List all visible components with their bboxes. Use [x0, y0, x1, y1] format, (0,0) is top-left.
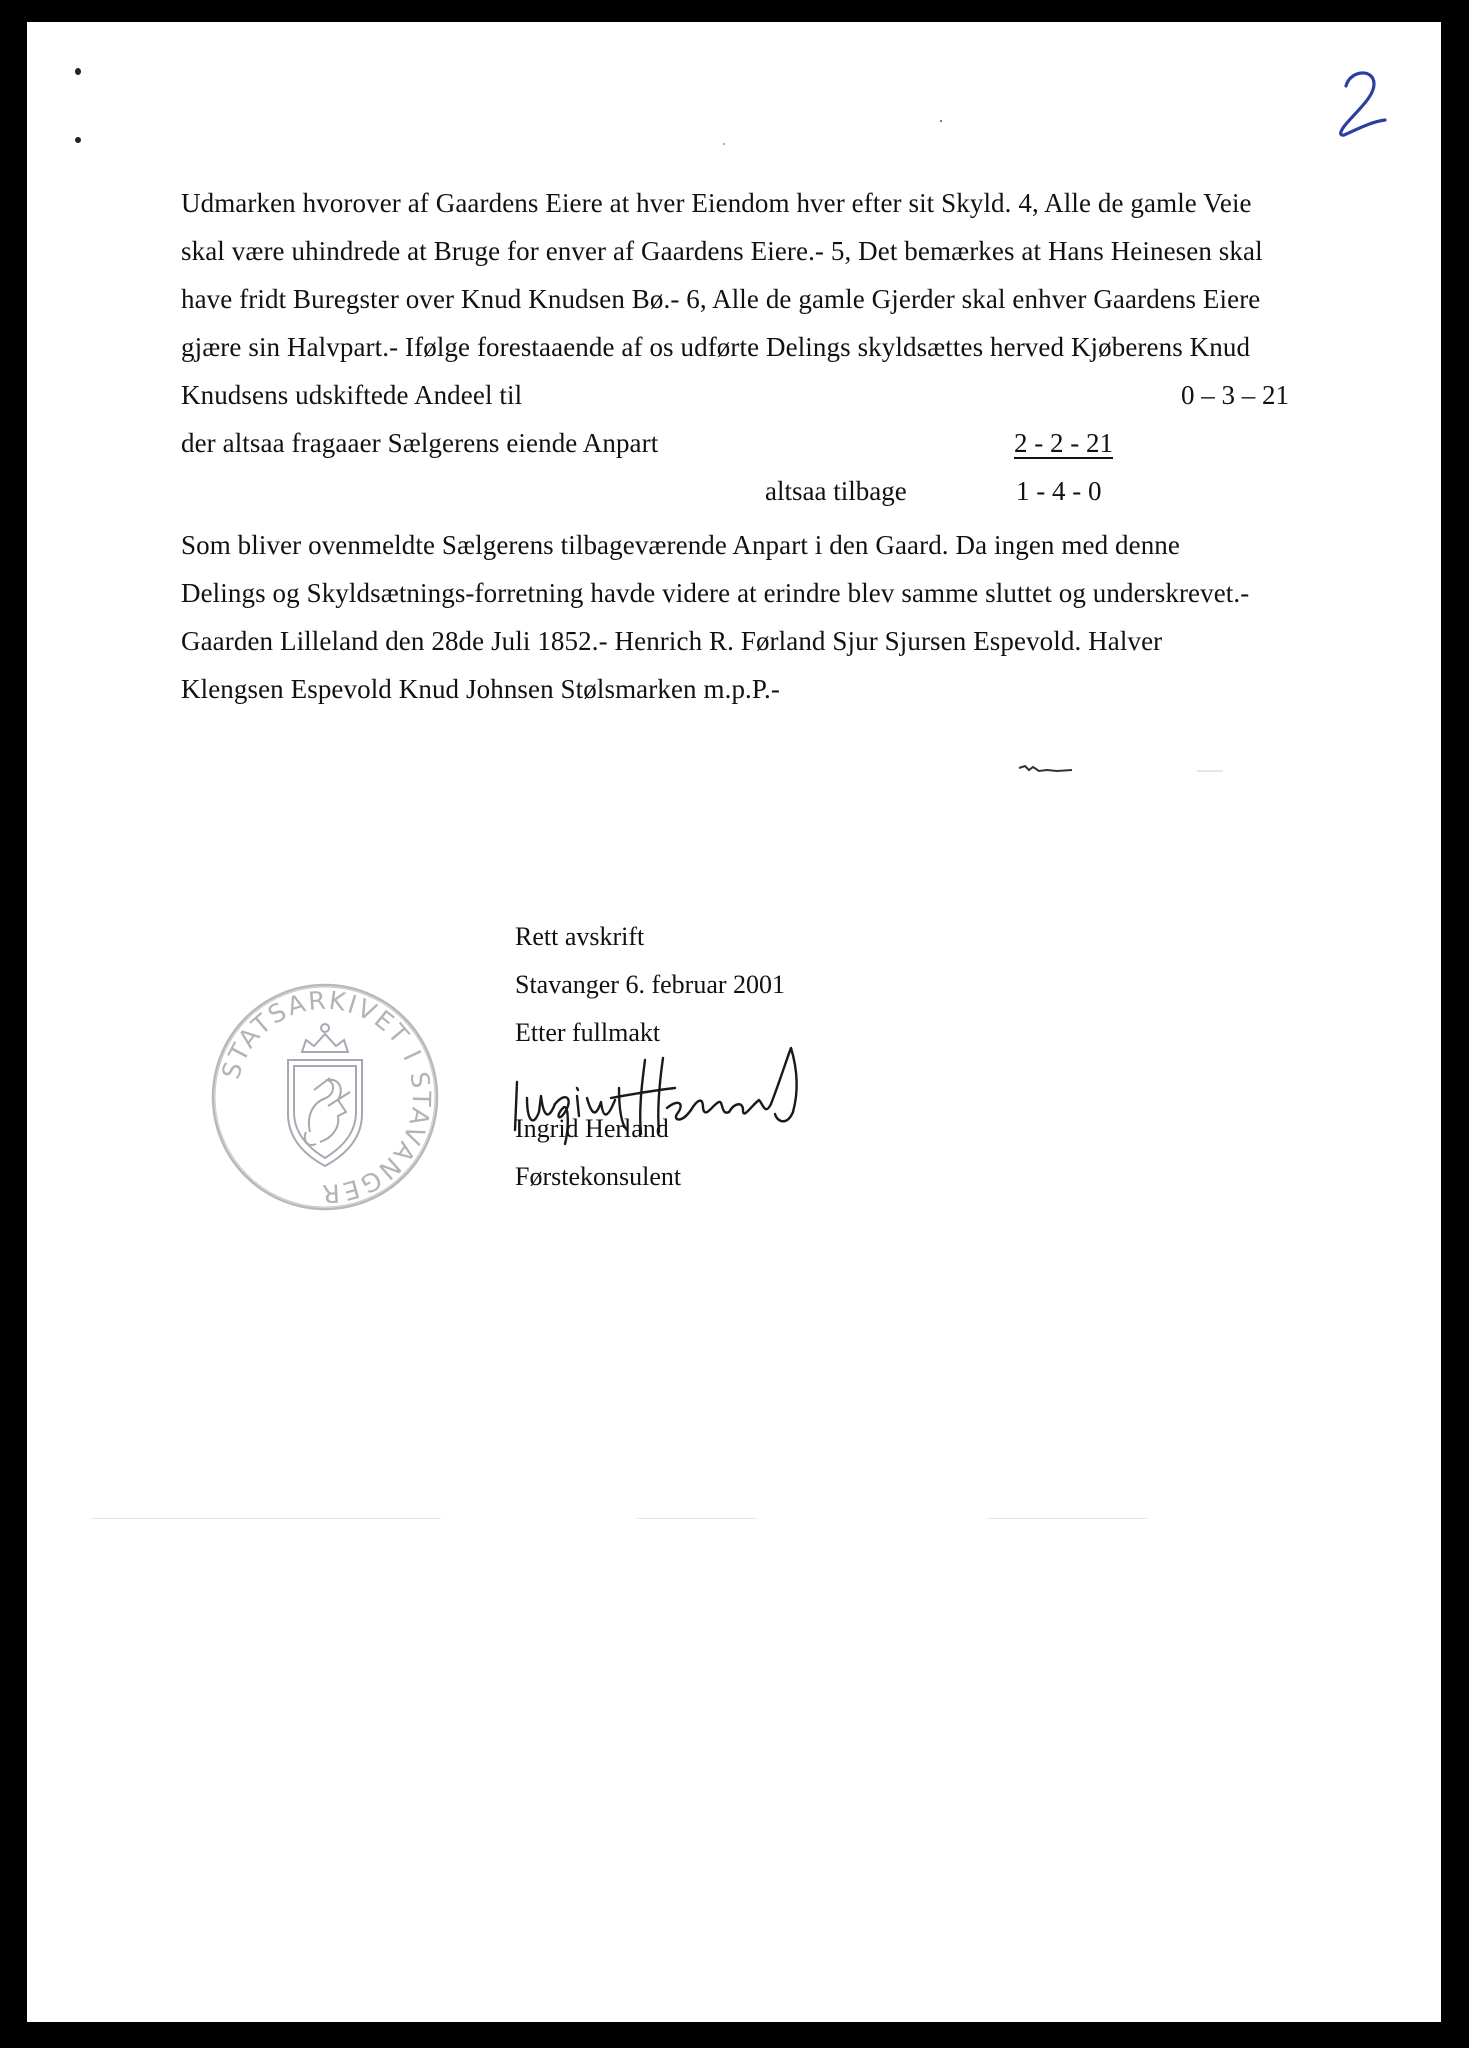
scan-line — [91, 1518, 441, 1519]
document-page — [27, 22, 1441, 2022]
calc-label-3: altsaa tilbage — [765, 476, 907, 506]
certification-line: Rett avskrift — [515, 922, 645, 951]
closing-line: Delings og Skyldsætnings-forretning havde videre at erindre blev samme sluttet og underskrevet.- — [181, 578, 1250, 608]
archive-seal-stamp — [210, 982, 440, 1212]
punch-mark — [75, 68, 81, 75]
speck — [940, 120, 942, 122]
calc-value-3: 1 - 4 - 0 — [1016, 476, 1102, 506]
body-line: have fridt Buregster over Knud Knudsen Bø.- 6, Alle de gamle Gjerder skal enhver Gaardens Eiere — [181, 284, 1261, 314]
certification-place-date: Stavanger 6. februar 2001 — [515, 970, 786, 999]
calc-label-1: Knudsens udskiftede Andeel til — [181, 380, 523, 410]
ink-smudge — [1017, 760, 1227, 780]
calc-value-2: 2 - 2 - 21 — [1014, 428, 1113, 458]
closing-line: Som bliver ovenmeldte Sælgerens tilbageværende Anpart i den Gaard. Da ingen med denne — [181, 530, 1180, 560]
signer-name: Ingrid Herland — [515, 1114, 669, 1143]
closing-line: Gaarden Lilleland den 28de Juli 1852.- Henrich R. Førland Sjur Sjursen Espevold. Halver — [181, 626, 1163, 656]
scan-line — [637, 1518, 757, 1519]
svg-text:STATSARKIVET I STAVANGER: STATSARKIVET I STAVANGER — [216, 985, 437, 1209]
body-line: skal være uhindrede at Bruge for enver af Gaardens Eiere.- 5, Det bemærkes at Hans Heinesen skal — [181, 236, 1263, 266]
calc-value-1: 0 – 3 – 21 — [1181, 380, 1289, 410]
closing-line: Klengsen Espevold Knud Johnsen Stølsmarken m.p.P.- — [181, 674, 780, 704]
body-line: Udmarken hvorover af Gaardens Eiere at hver Eiendom hver efter sit Skyld. 4, Alle de gamle Veie — [181, 188, 1252, 218]
body-line: gjære sin Halvpart.- Ifølge forestaaende af os udførte Delings skyldsættes herved Kjøberens Knud — [181, 332, 1251, 362]
scan-line — [987, 1518, 1147, 1519]
punch-mark — [75, 137, 81, 143]
calc-label-2: der altsaa fragaaer Sælgerens eiende Anpart — [181, 428, 659, 458]
certification-authority: Etter fullmakt — [515, 1018, 661, 1047]
speck — [723, 143, 725, 145]
signer-title: Førstekonsulent — [515, 1162, 682, 1191]
page-number-handwritten — [1330, 60, 1394, 140]
